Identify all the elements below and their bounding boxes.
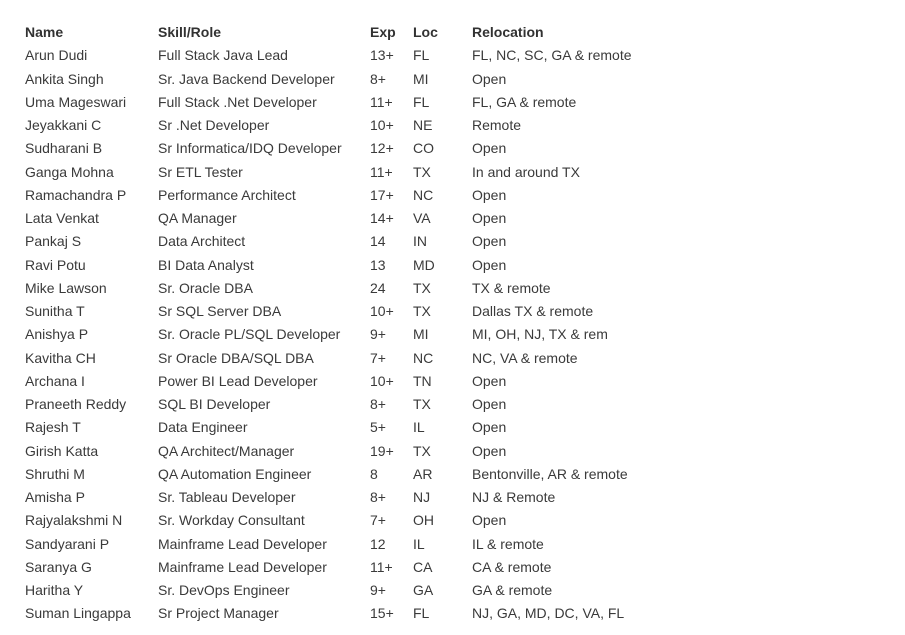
column-header-name: Name (25, 24, 64, 40)
cell-skill: Data Engineer (158, 419, 248, 436)
cell-skill: Data Architect (158, 233, 246, 250)
cell-relocation: Bentonville, AR & remote (472, 465, 628, 482)
cell-loc: MI (413, 70, 429, 87)
cell-exp: 19+ (370, 442, 394, 459)
cell-exp: 12+ (370, 140, 394, 157)
cell-skill: QA Manager (158, 210, 237, 226)
cell-relocation: Open (472, 70, 507, 87)
cell-loc: NC (413, 186, 434, 203)
cell-loc: CA (413, 558, 433, 575)
cell-loc: NE (413, 117, 433, 133)
cell-loc: IL (413, 535, 425, 552)
cell-skill: Sr Informatica/IDQ Developer (158, 140, 342, 157)
cell-name: Haritha Y (25, 582, 84, 598)
cell-name: Anishya P (25, 326, 89, 343)
column-header-exp: Exp (370, 24, 396, 40)
cell-relocation: TX & remote (472, 279, 551, 296)
cell-loc: GA (413, 582, 434, 598)
cell-exp: 8 (370, 465, 378, 482)
cell-loc: MD (413, 256, 435, 273)
cell-relocation: NJ & Remote (472, 489, 556, 505)
cell-exp: 8+ (370, 489, 386, 505)
cell-name: Ankita Singh (25, 70, 104, 87)
cell-skill: SQL BI Developer (158, 396, 271, 412)
cell-loc: FL (413, 605, 430, 622)
candidates-table (25, 21, 885, 626)
table-row (25, 184, 885, 207)
cell-name: Sandyarani P (25, 535, 110, 552)
cell-name: Mike Lawson (25, 279, 107, 296)
cell-skill: Mainframe Lead Developer (158, 535, 327, 552)
header-row (25, 21, 885, 44)
cell-name: Archana I (25, 372, 85, 389)
cell-name: Saranya G (25, 558, 92, 575)
table-row (25, 347, 885, 370)
table-row (25, 91, 885, 114)
cell-exp: 10+ (370, 372, 394, 389)
cell-relocation: CA & remote (472, 558, 552, 575)
cell-name: Pankaj S (25, 233, 82, 250)
cell-loc: TX (413, 279, 431, 296)
table-row (25, 556, 885, 579)
cell-relocation: Open (472, 396, 507, 412)
cell-loc: CO (413, 140, 434, 157)
table-row (25, 300, 885, 323)
cell-relocation: Dallas TX & remote (472, 303, 594, 319)
cell-relocation: Open (472, 186, 507, 203)
cell-skill: Full Stack .Net Developer (158, 93, 317, 110)
cell-skill: Sr. Java Backend Developer (158, 70, 335, 87)
cell-skill: Sr. Workday Consultant (158, 512, 305, 529)
cell-skill: Power BI Lead Developer (158, 372, 318, 389)
table-row (25, 416, 885, 439)
cell-loc: IN (413, 233, 427, 250)
cell-name: Ganga Mohna (25, 163, 114, 180)
cell-loc: TX (413, 396, 431, 412)
cell-name: Rajyalakshmi N (25, 512, 123, 529)
table-row (25, 533, 885, 556)
cell-skill: Sr Project Manager (158, 605, 279, 622)
table-row (25, 370, 885, 393)
cell-exp: 8+ (370, 396, 386, 412)
cell-exp: 9+ (370, 326, 386, 343)
cell-name: Ravi Potu (25, 256, 86, 273)
cell-skill: Full Stack Java Lead (158, 47, 288, 64)
cell-exp: 5+ (370, 419, 386, 436)
cell-relocation: Open (472, 140, 507, 157)
cell-exp: 7+ (370, 349, 386, 366)
table-row (25, 114, 885, 137)
cell-skill: Performance Architect (158, 186, 296, 203)
table-row (25, 207, 885, 230)
cell-exp: 10+ (370, 117, 394, 133)
cell-skill: Sr SQL Server DBA (158, 303, 282, 319)
cell-exp: 17+ (370, 186, 394, 203)
cell-relocation: MI, OH, NJ, TX & rem (472, 326, 608, 343)
cell-loc: OH (413, 512, 434, 529)
cell-name: Shruthi M (25, 465, 85, 482)
table-row (25, 486, 885, 509)
cell-exp: 11+ (370, 163, 393, 180)
cell-relocation: IL & remote (472, 535, 544, 552)
cell-relocation: GA & remote (472, 582, 553, 598)
cell-relocation: Open (472, 256, 507, 273)
table-row (25, 509, 885, 532)
cell-name: Lata Venkat (25, 210, 99, 226)
cell-exp: 8+ (370, 70, 386, 87)
cell-loc: FL (413, 93, 430, 110)
table-row (25, 323, 885, 346)
cell-relocation: In and around TX (472, 163, 580, 180)
table-row (25, 579, 885, 602)
cell-name: Uma Mageswari (25, 93, 127, 110)
cell-skill: Sr. Oracle DBA (158, 279, 253, 296)
cell-relocation: Open (472, 233, 507, 250)
cell-relocation: NJ, GA, MD, DC, VA, FL (472, 605, 625, 622)
cell-loc: MI (413, 326, 429, 343)
column-header-skill: Skill/Role (158, 24, 222, 40)
cell-exp: 24 (370, 279, 386, 296)
cell-loc: TX (413, 303, 431, 319)
cell-relocation: Open (472, 419, 507, 436)
table-row (25, 44, 885, 67)
table-row (25, 254, 885, 277)
cell-name: Ramachandra P (25, 186, 127, 203)
cell-exp: 13+ (370, 47, 394, 64)
table-row (25, 137, 885, 160)
cell-skill: Sr .Net Developer (158, 117, 270, 133)
table-row (25, 161, 885, 184)
cell-name: Amisha P (25, 489, 85, 505)
cell-exp: 10+ (370, 303, 394, 319)
table-row (25, 440, 885, 463)
column-header-loc: Loc (413, 24, 438, 40)
cell-skill: Mainframe Lead Developer (158, 558, 327, 575)
cell-exp: 11+ (370, 558, 393, 575)
cell-loc: TN (413, 372, 432, 389)
cell-exp: 14 (370, 233, 386, 250)
cell-skill: QA Automation Engineer (158, 465, 312, 482)
cell-name: Jeyakkani C (25, 117, 102, 133)
cell-skill: Sr. Oracle PL/SQL Developer (158, 326, 341, 343)
cell-loc: FL (413, 47, 430, 64)
table-row (25, 463, 885, 486)
cell-exp: 12 (370, 535, 386, 552)
cell-skill: BI Data Analyst (158, 256, 254, 273)
cell-skill: Sr. DevOps Engineer (158, 582, 290, 598)
table-body (25, 44, 885, 625)
cell-loc: NJ (413, 489, 431, 505)
column-header-relocation: Relocation (472, 24, 544, 40)
cell-loc: AR (413, 465, 433, 482)
cell-loc: TX (413, 442, 431, 459)
cell-loc: TX (413, 163, 431, 180)
cell-name: Kavitha CH (25, 349, 96, 366)
cell-relocation: FL, NC, SC, GA & remote (472, 47, 632, 64)
cell-skill: Sr. Tableau Developer (158, 489, 296, 505)
table-row (25, 393, 885, 416)
cell-relocation: Open (472, 210, 507, 226)
cell-loc: IL (413, 419, 425, 436)
cell-relocation: Remote (472, 117, 522, 133)
cell-relocation: NC, VA & remote (472, 349, 578, 366)
cell-loc: NC (413, 349, 434, 366)
cell-relocation: Open (472, 372, 507, 389)
cell-skill: QA Architect/Manager (158, 442, 295, 459)
cell-relocation: FL, GA & remote (472, 93, 577, 110)
cell-name: Suman Lingappa (25, 605, 131, 622)
table-row (25, 277, 885, 300)
cell-name: Girish Katta (25, 442, 99, 459)
cell-exp: 11+ (370, 93, 393, 110)
cell-name: Rajesh T (25, 419, 81, 436)
cell-skill: Sr ETL Tester (158, 163, 243, 180)
table-row (25, 230, 885, 253)
table-header (25, 21, 885, 44)
table-row (25, 602, 885, 625)
cell-exp: 15+ (370, 605, 394, 622)
cell-exp: 14+ (370, 210, 394, 226)
cell-exp: 7+ (370, 512, 386, 529)
cell-name: Praneeth Reddy (25, 396, 127, 412)
cell-skill: Sr Oracle DBA/SQL DBA (158, 349, 314, 366)
cell-exp: 9+ (370, 582, 386, 598)
cell-relocation: Open (472, 442, 507, 459)
cell-loc: VA (413, 210, 431, 226)
cell-exp: 13 (370, 256, 386, 273)
cell-relocation: Open (472, 512, 507, 529)
cell-name: Sudharani B (25, 140, 103, 157)
table-row (25, 68, 885, 91)
cell-name: Sunitha T (25, 303, 85, 319)
cell-name: Arun Dudi (25, 47, 88, 64)
